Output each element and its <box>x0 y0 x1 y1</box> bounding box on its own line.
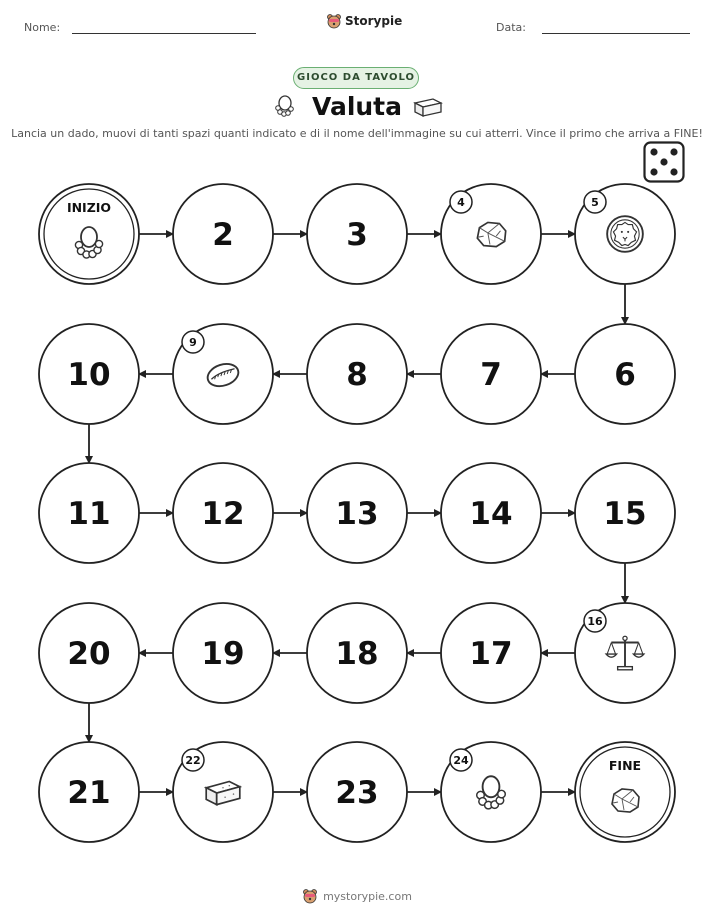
space-number: 15 <box>603 496 647 532</box>
space-number: 13 <box>335 496 379 532</box>
space-number: 18 <box>335 636 379 672</box>
board-space <box>39 324 139 424</box>
space-number: 5 <box>591 196 599 209</box>
gold-nugget-icon <box>612 789 639 812</box>
board-space <box>307 603 407 703</box>
board-space <box>575 184 675 284</box>
space-number: 10 <box>67 357 111 393</box>
space-number: 4 <box>457 196 465 209</box>
space-number: 16 <box>587 615 603 628</box>
board-space <box>575 463 675 563</box>
space-number: 20 <box>67 636 111 672</box>
space-number: 2 <box>212 217 234 253</box>
space-number: 24 <box>453 754 469 767</box>
space-number: 23 <box>335 775 379 811</box>
start-space <box>39 184 139 284</box>
board-space <box>39 603 139 703</box>
space-number: 9 <box>189 336 197 349</box>
space-label: FINE <box>608 758 642 773</box>
board-space <box>173 742 273 842</box>
space-number: 14 <box>469 496 513 532</box>
footer-url: mystorypie.com <box>323 889 412 903</box>
board-space <box>39 742 139 842</box>
footer <box>0 888 714 904</box>
bear-logo-icon <box>302 888 318 904</box>
board-space <box>173 184 273 284</box>
space-number: 21 <box>67 775 111 811</box>
space-number: 8 <box>346 357 368 393</box>
space-number: 3 <box>346 217 368 253</box>
date-label: Data: <box>496 21 526 34</box>
brand-name: Storypie <box>345 14 403 28</box>
space-number: 12 <box>201 496 245 532</box>
space-number: 6 <box>614 357 636 393</box>
lion-coin-icon <box>607 216 643 252</box>
instructions-text: Lancia un dado, muovi di tanti spazi quanti indicato e di il nome dell'immagine su cui atterri. Vince il primo che arriva a FINE! <box>11 127 703 140</box>
board-space <box>39 463 139 563</box>
space-number: 19 <box>201 636 245 672</box>
board-space <box>441 742 541 842</box>
space-number: 11 <box>67 496 111 532</box>
board-space <box>575 324 675 424</box>
space-label: INIZIO <box>66 200 112 215</box>
space-number: 22 <box>185 754 201 767</box>
board-space <box>173 324 273 424</box>
board-space <box>575 603 675 703</box>
board-space <box>173 603 273 703</box>
board-space <box>307 742 407 842</box>
finish-space <box>575 742 675 842</box>
page-title: Valuta <box>311 92 403 121</box>
board-space <box>173 463 273 563</box>
board-space <box>307 324 407 424</box>
name-label: Nome: <box>24 21 61 34</box>
category-badge: GIOCO DA TAVOLO <box>293 67 419 89</box>
board-space <box>441 324 541 424</box>
board-space <box>441 184 541 284</box>
board-space <box>441 463 541 563</box>
board-space <box>307 463 407 563</box>
gold-nugget-icon <box>477 222 505 246</box>
space-number: 17 <box>469 636 513 672</box>
board-space <box>441 603 541 703</box>
space-number: 7 <box>480 357 502 393</box>
board-space <box>307 184 407 284</box>
